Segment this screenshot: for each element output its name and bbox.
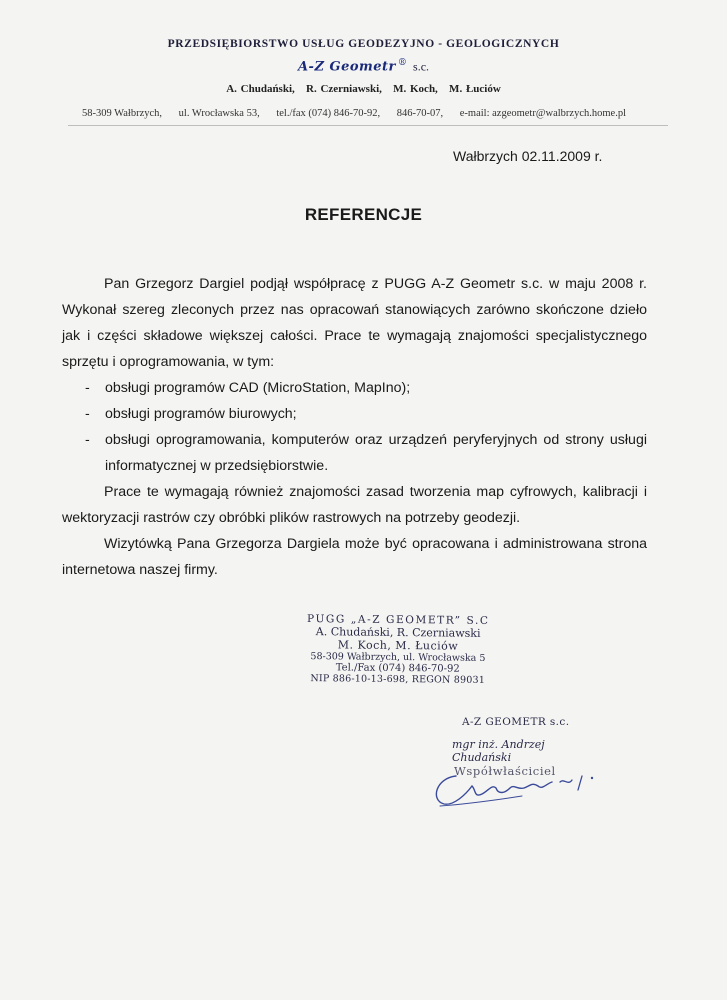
- bullet-dash: -: [85, 432, 90, 448]
- personal-stamp-role: Współwłaściciel: [454, 764, 556, 778]
- list-item: [62, 427, 647, 479]
- letter-title: REFERENCJE: [304, 205, 423, 224]
- contact-street: ul. Wrocławska 53,: [178, 108, 260, 119]
- paragraph-2: Prace te wymagają również znajomości zasad tworzenia map cyfrowych, kalibracji i wektoryzacji rastrów czy obróbki plików rastrowych na potrzeby geodezji.: [62, 484, 647, 526]
- letter-date: Wałbrzych 02.11.2009 r.: [453, 148, 603, 164]
- list-item: [62, 401, 647, 427]
- stamp-line-5: Tel./Fax (074) 846-70-92: [335, 662, 460, 675]
- stamp-line-4: 58-309 Wałbrzych, ul. Wrocławska 5: [310, 651, 486, 664]
- letterhead-divider: [68, 125, 668, 126]
- letterhead-contact: [82, 108, 662, 119]
- contact-phone: tel./fax (074) 846-70-92,: [276, 108, 381, 119]
- bullet-dash: -: [85, 406, 90, 422]
- contact-city: 58-309 Wałbrzych,: [82, 108, 163, 119]
- list-item-text: obsługi programów CAD (MicroStation, MapIno);: [105, 380, 411, 396]
- letterhead-brand: [0, 58, 727, 74]
- personal-stamp-company: A-Z GEOMETR s.c.: [462, 716, 570, 728]
- paragraph-3: Wizytówką Pana Grzegorza Dargiela może być opracowana i administrowana strona internetowa naszej firmy.: [62, 536, 647, 578]
- letter-body: [62, 271, 647, 583]
- letterhead-owners: A. Chudański, R. Czerniawski, M. Koch, M. Łuciów: [226, 83, 501, 95]
- brand-logo: A-Z Geometr: [297, 59, 396, 75]
- contact-phone2: 846-70-07,: [396, 108, 444, 119]
- contact-email: e-mail: azgeometr@walbrzych.home.pl: [459, 108, 626, 119]
- bullet-dash: -: [85, 380, 90, 396]
- registered-mark: ®: [397, 58, 407, 68]
- stamp-line-2: A. Chudański, R. Czerniawski: [315, 625, 481, 640]
- stamp-line-6: NIP 886-10-13-698, REGON 89031: [310, 673, 486, 686]
- list-item: [62, 375, 647, 401]
- paragraph-1: Pan Grzegorz Dargiel podjął współpracę z PUGG A-Z Geometr s.c. w maju 2008 r. Wykonał szereg zleconych przez nas opracowań stanowiących zarówno skończone dzieło jak i części składowe większej całości. Prace te wymagają znajomości specjalistycznego sprzętu i oprogramowania, w tym:: [62, 276, 647, 370]
- skills-list: [62, 375, 647, 479]
- stamp-line-3: M. Koch, M. Łuciów: [337, 638, 459, 653]
- handwritten-signature: [426, 764, 626, 814]
- brand-suffix: s.c.: [413, 59, 430, 74]
- list-item-text: obsługi programów biurowych;: [105, 406, 297, 422]
- stamp-line-1: PUGG „A-Z GEOMETR” S.C: [306, 613, 490, 627]
- personal-stamp-name: mgr inż. Andrzej Chudański: [452, 738, 545, 764]
- company-stamp: [298, 613, 499, 686]
- letterhead-company-name: PRZEDSIĘBIORSTWO USŁUG GEODEZYJNO - GEOLOGICZNYCH: [167, 38, 560, 50]
- list-item-text: obsługi oprogramowania, komputerów oraz urządzeń peryferyjnych od strony usługi informatycznej w przedsiębiorstwie.: [105, 432, 647, 474]
